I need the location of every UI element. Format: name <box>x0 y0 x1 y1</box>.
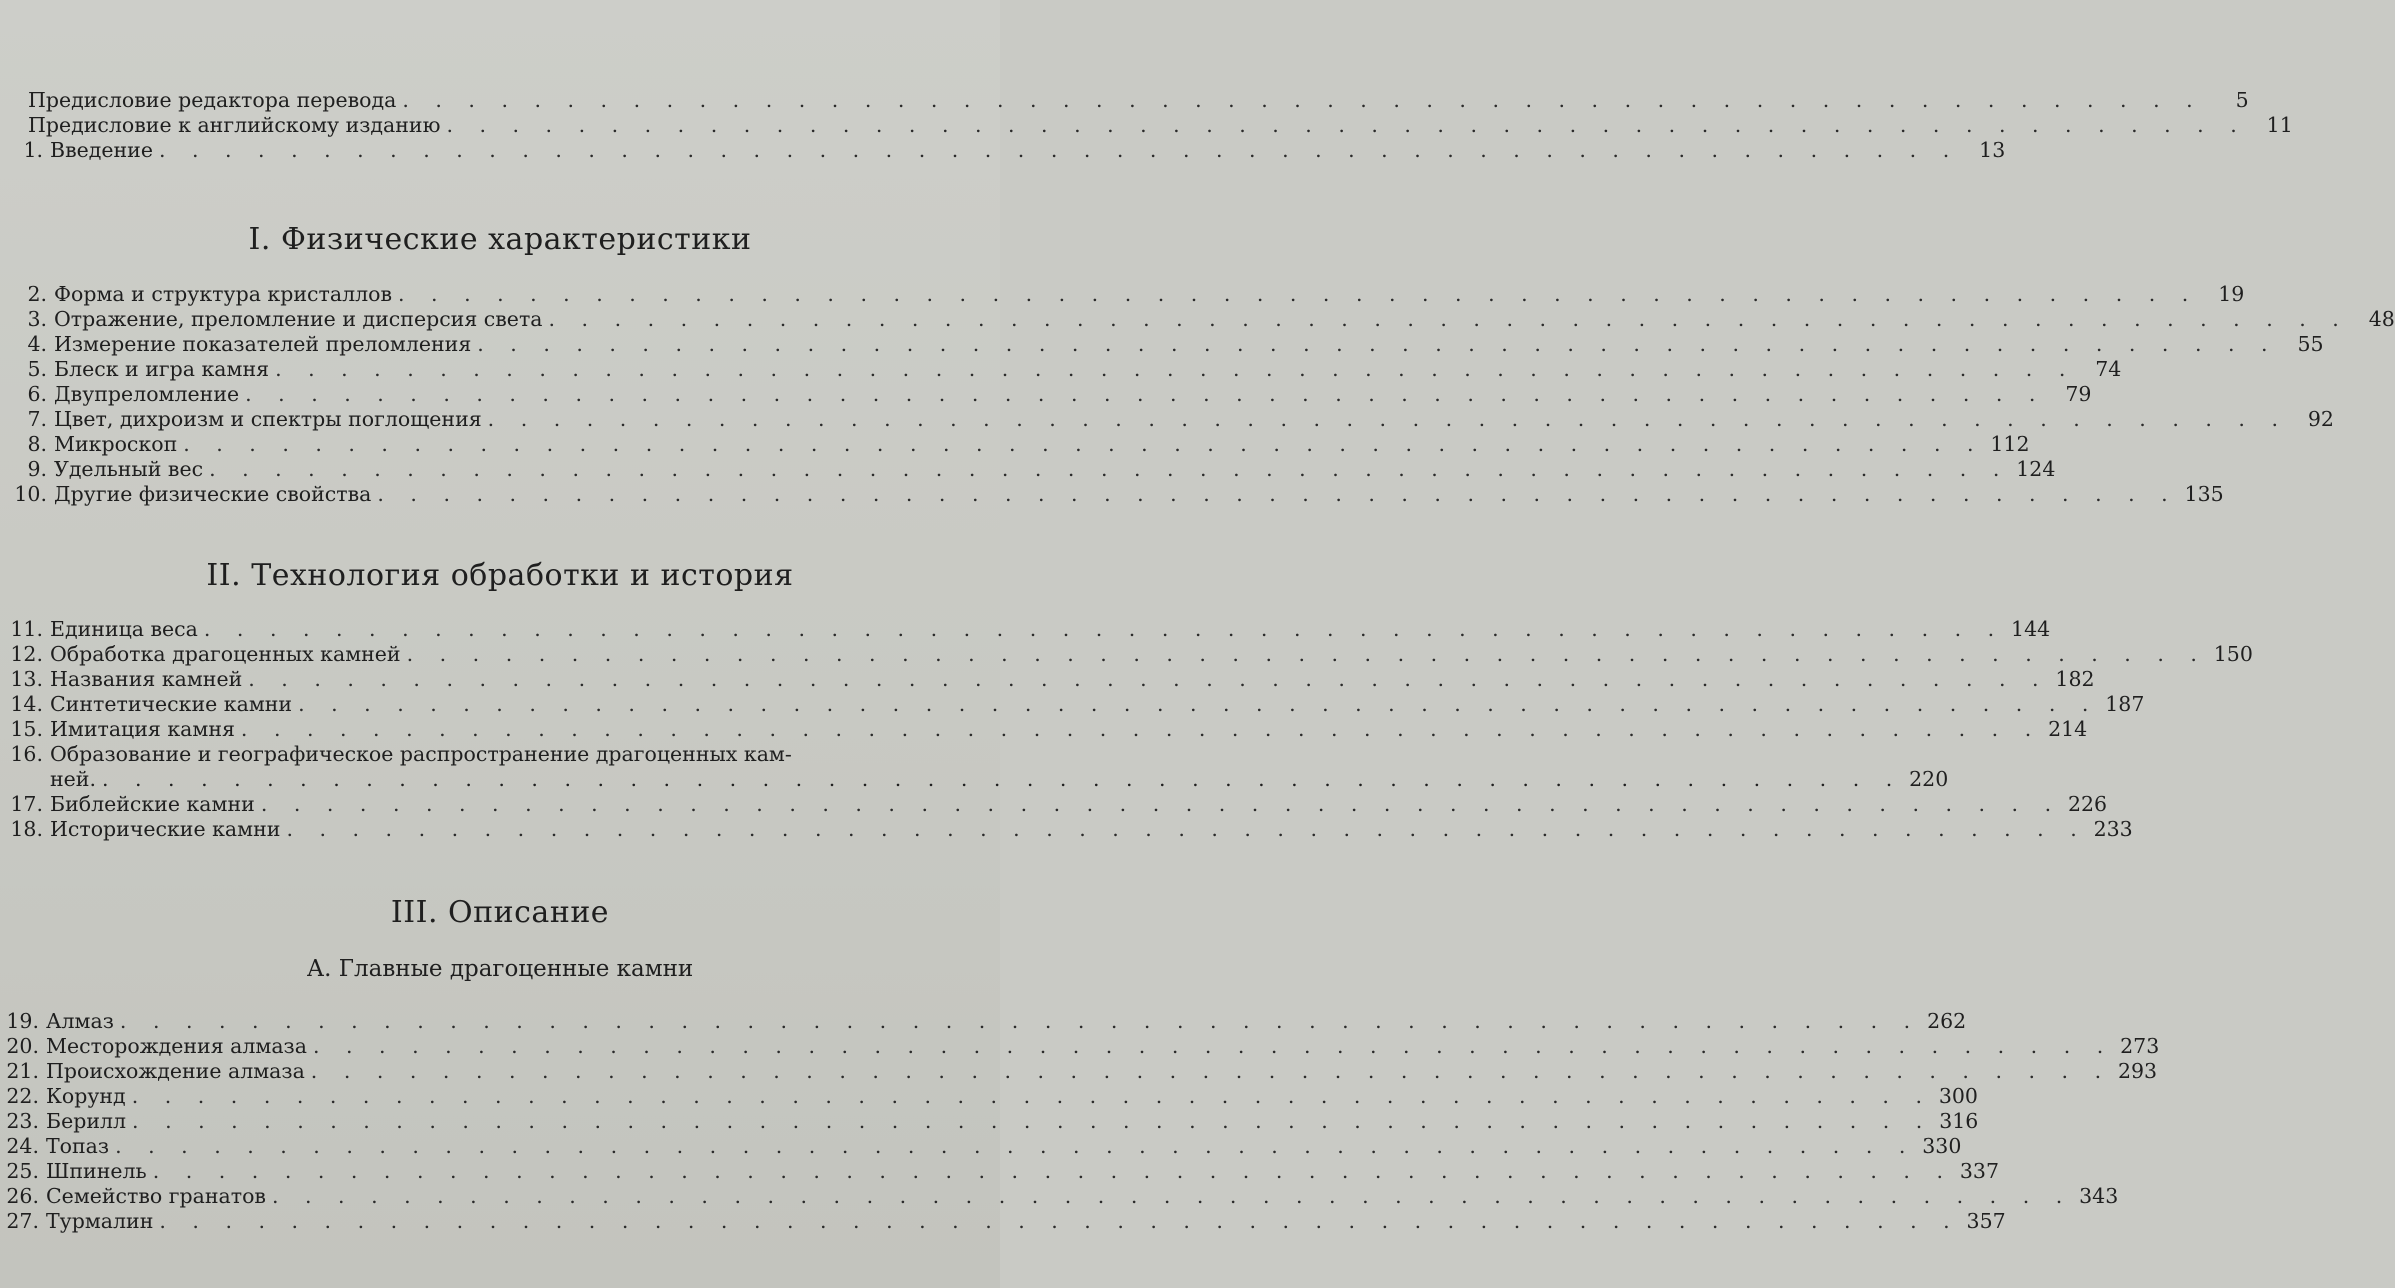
toc-entry <box>4 307 2395 332</box>
toc-entry <box>0 1034 2160 1059</box>
entry-page: 11 <box>2266 113 2293 137</box>
toc-entry <box>28 113 2293 138</box>
entry-number: 17. <box>10 792 43 816</box>
leader-dots: . . . . . . . . . . . . . . . . . . . . . . . . . . . . . . . . . . . . . . . . . . . . . . . . . . . . . . . <box>245 382 2046 406</box>
entry-title: Турмалин <box>46 1209 154 1233</box>
leader-dots: . . . . . . . . . . . . . . . . . . . . . . . . . . . . . . . . . . . . . . . . . . . . . . . . . . . . . . . <box>312 1034 2114 1058</box>
leader-dots: . . . . . . . . . . . . . . . . . . . . . . . . . . . . . . . . . . . . . . . . . . . . . . . . . . . . . . . <box>183 432 1984 456</box>
entry-title: Предисловие к английскому изданию <box>28 113 441 137</box>
entry-title: Месторождения алмаза <box>46 1034 307 1058</box>
entry-page: 79 <box>2065 382 2092 406</box>
entry-title: Удельный вес <box>54 457 204 481</box>
leader-dots: . . . . . . . . . . . . . . . . . . . . . . . . . . . . . . . . . . . . . . . . . . . . . . . . . . . . . . . <box>115 1134 1916 1158</box>
entry-title: Введение <box>50 138 153 162</box>
entry-number: 6. <box>27 382 47 406</box>
entry-page: 112 <box>1990 432 2030 456</box>
entry-page: 300 <box>1938 1084 1978 1108</box>
entry-page: 330 <box>1922 1134 1962 1158</box>
entry-page: 357 <box>1966 1209 2006 1233</box>
entry-number: 9. <box>27 457 47 481</box>
entry-page: 316 <box>1939 1109 1979 1133</box>
leader-dots: . . . . . . . . . . . . . . . . . . . . . . . . . . . . . . . . . . . . . . . . . . . . . . . . . . . . . . . <box>101 767 1903 791</box>
toc-entry <box>4 482 2224 507</box>
leader-dots: . . . . . . . . . . . . . . . . . . . . . . . . . . . . . . . . . . . . . . . . . . . . . . . . . . . . . . . <box>248 667 2049 691</box>
section2-list <box>0 617 2253 842</box>
toc-entry <box>0 817 2133 842</box>
entry-title: Названия камней <box>50 667 243 691</box>
leader-dots: . . . . . . . . . . . . . . . . . . . . . . . . . . . . . . . . . . . . . . . . . . . . . . . . . . . . . . . <box>398 282 2199 306</box>
toc-entry-wrapped <box>0 742 1949 792</box>
entry-number: 15. <box>10 717 43 741</box>
leader-dots: . . . . . . . . . . . . . . . . . . . . . . . . . . . . . . . . . . . . . . . . . . . . . . . . . . . . . . . <box>406 642 2207 666</box>
entry-number: 7. <box>27 407 47 431</box>
entry-title: Блеск и игра камня <box>54 357 270 381</box>
section-heading: I. Физические характеристики <box>248 222 752 257</box>
toc-entry <box>0 138 2006 163</box>
toc-entry <box>4 382 2092 407</box>
section1-list <box>4 282 2395 507</box>
leader-dots: . . . . . . . . . . . . . . . . . . . . . . . . . . . . . . . . . . . . . . . . . . . . . . . . . . . . . . . <box>209 457 2010 481</box>
entry-number: 27. <box>6 1209 39 1233</box>
entry-title: Происхождение алмаза <box>46 1059 305 1083</box>
entry-number: 26. <box>6 1184 39 1208</box>
leader-dots: . . . . . . . . . . . . . . . . . . . . . . . . . . . . . . . . . . . . . . . . . . . . . . . . . . . . . . . <box>298 692 2099 716</box>
toc-entry <box>0 1059 2158 1084</box>
toc-entry <box>0 692 2145 717</box>
leader-dots: . . . . . . . . . . . . . . . . . . . . . . . . . . . . . . . . . . . . . . . . . . . . . . . . . . . . . . . <box>260 792 2062 816</box>
entry-title: Цвет, дихроизм и спектры поглощения <box>54 407 482 431</box>
entry-page: 337 <box>1959 1159 1999 1183</box>
entry-page: 144 <box>2011 617 2051 641</box>
leader-dots: . . . . . . . . . . . . . . . . . . . . . . . . . . . . . . . . . . . . . . . . . . . . . . . . . . . . . . . <box>240 717 2042 741</box>
toc-entry <box>4 332 2324 357</box>
entry-page: 92 <box>2307 407 2334 431</box>
entry-number: 16. <box>10 742 43 766</box>
section-heading: III. Описание <box>390 895 610 930</box>
leader-dots: . . . . . . . . . . . . . . . . . . . . . . . . . . . . . . . . . . . . . . . . . . . . . . . . . . . . . . . <box>119 1009 1921 1033</box>
entry-title: Шпинель <box>46 1159 147 1183</box>
entry-number: 4. <box>27 332 47 356</box>
entry-page: 19 <box>2218 282 2245 306</box>
entry-title: Измерение показателей преломления <box>54 332 472 356</box>
leader-dots: . . . . . . . . . . . . . . . . . . . . . . . . . . . . . . . . . . . . . . . . . . . . . . . . . . . . . . . <box>131 1084 1932 1108</box>
toc-entry <box>0 617 2051 642</box>
leader-dots: . . . . . . . . . . . . . . . . . . . . . . . . . . . . . . . . . . . . . . . . . . . . . . . . . . . . . . . <box>159 1209 1960 1233</box>
leader-dots: . . . . . . . . . . . . . . . . . . . . . . . . . . . . . . . . . . . . . . . . . . . . . . . . . . . . . . . <box>487 407 2288 431</box>
entry-page: 5 <box>2235 88 2249 112</box>
entry-number: 14. <box>10 692 43 716</box>
entry-page: 187 <box>2105 692 2145 716</box>
leader-dots: . . . . . . . . . . . . . . . . . . . . . . . . . . . . . . . . . . . . . . . . . . . . . . . . . . . . . . . <box>446 113 2247 137</box>
entry-number: 22. <box>6 1084 39 1108</box>
leader-dots: . . . . . . . . . . . . . . . . . . . . . . . . . . . . . . . . . . . . . . . . . . . . . . . . . . . . . . . <box>158 138 1960 162</box>
entry-title: Семейство гранатов <box>46 1184 266 1208</box>
entry-page: 74 <box>2095 357 2122 381</box>
entry-number: 10. <box>14 482 47 506</box>
entry-page: 343 <box>2079 1184 2119 1208</box>
entry-title: Берилл <box>46 1109 127 1133</box>
entry-title: Отражение, преломление и дисперсия света <box>54 307 543 331</box>
entry-page: 226 <box>2067 792 2108 816</box>
toc-entry <box>4 357 2122 382</box>
entry-number: 21. <box>6 1059 39 1083</box>
entry-page: 150 <box>2213 642 2253 666</box>
entry-page: 273 <box>2120 1034 2160 1058</box>
toc-entry <box>0 1084 1978 1109</box>
entry-page: 262 <box>1927 1009 1967 1033</box>
leader-dots: . . . . . . . . . . . . . . . . . . . . . . . . . . . . . . . . . . . . . . . . . . . . . . . . . . . . . . . <box>377 482 2178 506</box>
entry-title: Корунд <box>46 1084 126 1108</box>
entry-number: 2. <box>27 282 47 306</box>
entry-title: Единица веса <box>50 617 198 641</box>
entry-page: 233 <box>2093 817 2133 841</box>
front-matter-list <box>23 88 2293 163</box>
entry-number: 8. <box>27 432 47 456</box>
entry-title: Форма и структура кристаллов <box>54 282 392 306</box>
entry-title: Микроскоп <box>54 432 178 456</box>
entry-page: 13 <box>1979 138 2006 162</box>
entry-number: 12. <box>10 642 43 666</box>
leader-dots: . . . . . . . . . . . . . . . . . . . . . . . . . . . . . . . . . . . . . . . . . . . . . . . . . . . . . . . <box>152 1159 1953 1183</box>
leader-dots: . . . . . . . . . . . . . . . . . . . . . . . . . . . . . . . . . . . . . . . . . . . . . . . . . . . . . . . <box>271 1184 2073 1208</box>
entry-title: Двупреломление <box>54 382 240 406</box>
entry-page: 214 <box>2048 717 2088 741</box>
entry-page: 48 <box>2368 307 2395 331</box>
entry-page: 293 <box>2117 1059 2158 1083</box>
toc-entry <box>4 407 2334 432</box>
toc-entry <box>0 1109 1979 1134</box>
entry-number: 3. <box>27 307 47 331</box>
entry-page: 124 <box>2016 457 2056 481</box>
entry-number: 11. <box>10 617 43 641</box>
entry-number: 5. <box>27 357 47 381</box>
leader-dots: . . . . . . . . . . . . . . . . . . . . . . . . . . . . . . . . . . . . . . . . . . . . . . . . . . . . . . . <box>286 817 2087 841</box>
toc-entry <box>28 88 2249 113</box>
toc-entry <box>4 282 2245 307</box>
toc-entry <box>0 642 2253 667</box>
leader-dots: . . . . . . . . . . . . . . . . . . . . . . . . . . . . . . . . . . . . . . . . . . . . . . . . . . . . . . . <box>310 1059 2112 1083</box>
entry-number: 19. <box>6 1009 39 1033</box>
entry-page: 220 <box>1909 767 1949 791</box>
entry-title: Топаз <box>46 1134 110 1158</box>
toc-entry <box>0 1134 1962 1159</box>
entry-number: 13. <box>10 667 43 691</box>
leader-dots: . . . . . . . . . . . . . . . . . . . . . . . . . . . . . . . . . . . . . . . . . . . . . . . . . . . . . . . <box>132 1109 1933 1133</box>
entry-title-continued: ней. <box>50 767 96 791</box>
leader-dots: . . . . . . . . . . . . . . . . . . . . . . . . . . . . . . . . . . . . . . . . . . . . . . . . . . . . . . . <box>402 88 2203 112</box>
leader-dots: . . . . . . . . . . . . . . . . . . . . . . . . . . . . . . . . . . . . . . . . . . . . . . . . . . . . . . . <box>477 332 2278 356</box>
toc-entry <box>0 1009 1967 1034</box>
section3-list <box>0 1009 2160 1234</box>
toc-entry <box>0 667 2095 692</box>
entry-number: 25. <box>6 1159 39 1183</box>
entry-title: Обработка драгоценных камней <box>50 642 401 666</box>
leader-dots: . . . . . . . . . . . . . . . . . . . . . . . . . . . . . . . . . . . . . . . . . . . . . . . . . . . . . . . <box>548 307 2349 331</box>
leader-dots: . . . . . . . . . . . . . . . . . . . . . . . . . . . . . . . . . . . . . . . . . . . . . . . . . . . . . . . <box>203 617 2005 641</box>
entry-title: Библейские камни <box>50 792 255 816</box>
entry-number: 1. <box>23 138 43 162</box>
section-subheading: А. Главные драгоценные камни <box>306 956 694 982</box>
entry-title: Образование и географическое распространение драгоценных кам- <box>50 742 792 766</box>
leader-dots: . . . . . . . . . . . . . . . . . . . . . . . . . . . . . . . . . . . . . . . . . . . . . . . . . . . . . . . <box>275 357 2076 381</box>
toc-entry <box>4 432 2030 457</box>
toc-entry <box>0 1159 1999 1184</box>
entry-title: Исторические камни <box>50 817 281 841</box>
entry-title: Синтетические камни <box>50 692 293 716</box>
entry-page: 135 <box>2184 482 2224 506</box>
entry-page: 55 <box>2297 332 2324 356</box>
toc-entry <box>0 1184 2119 1209</box>
entry-title: Другие физические свойства <box>54 482 372 506</box>
entry-title: Имитация камня <box>50 717 235 741</box>
toc-entry <box>0 717 2088 742</box>
entry-title: Предисловие редактора перевода <box>28 88 397 112</box>
entry-number: 23. <box>6 1109 39 1133</box>
toc-entry <box>0 1209 2006 1234</box>
entry-page: 182 <box>2055 667 2095 691</box>
entry-number: 24. <box>6 1134 39 1158</box>
entry-number: 20. <box>6 1034 39 1058</box>
entry-title: Алмаз <box>46 1009 114 1033</box>
entry-number: 18. <box>10 817 43 841</box>
toc-entry <box>0 792 2108 817</box>
toc-entry <box>4 457 2056 482</box>
section-heading: II. Технология обработки и история <box>206 558 794 593</box>
